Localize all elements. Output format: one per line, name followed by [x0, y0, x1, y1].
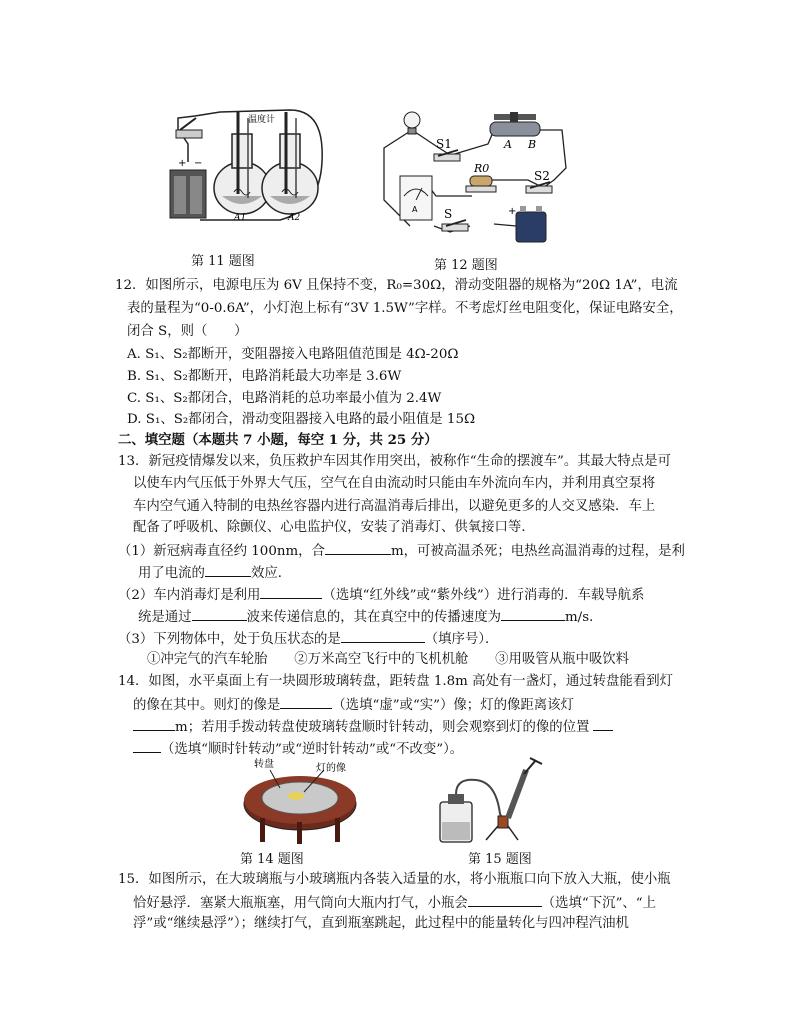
q14-line-2-text-b: （选填“虚”或“实”）像；灯的像距离该灯 — [332, 698, 574, 713]
q14-line-2 — [133, 694, 574, 716]
q14-line-4 — [133, 738, 463, 760]
section-2-heading: 二、填空题（本题共 7 小题，每空 1 分，共 25 分） — [118, 432, 438, 448]
flask-label-a1: A1 — [234, 213, 247, 223]
figure-14-diagram — [240, 758, 360, 850]
q12-option-a: A. S₁、S₂都断开，变阻器接入电路阻值范围是 4Ω-20Ω — [127, 347, 459, 362]
thermometer-label: 温度计 — [248, 115, 276, 125]
figure-15-diagram — [436, 756, 546, 848]
figure-11-diagram — [160, 108, 330, 228]
q13-part-2-line-2 — [138, 606, 602, 628]
fig14-label-lamp-image: 灯的像 — [316, 763, 346, 774]
q12-line-1: 12．如图所示，电源电压为 6V 且保持不变，R₀=30Ω，滑动变阻器的规格为“20Ω 1A”，电流 — [115, 278, 678, 293]
q13-line-1: 13．新冠疫情爆发以来，负压救护车因其作用突出，被称作“生命的摆渡车”。其最大特点是可 — [118, 454, 671, 469]
q14-line-2-text-a: 的像在其中。则灯的像是 — [133, 698, 281, 713]
q13-p2-text-b: （选填“红外线”或“紫外线”）进行消毒的．车载导航系 — [322, 588, 645, 603]
q12-line-2: 表的量程为“0-0.6A”，小灯泡上标有“3V 1.5W”字样。不考虑灯丝电阻变化，保证电路安全， — [127, 301, 683, 316]
q13-p3-text-b: （填序号）． — [424, 632, 499, 647]
q13-p2-text-a: （2）车内消毒灯是利用 — [118, 588, 261, 603]
flask-label-a2: A2 — [288, 213, 301, 223]
figure-12-diagram — [376, 108, 576, 256]
q13-p1-text-b: m，可被高温杀死；电热丝高温消毒的过程，是利 — [390, 544, 685, 559]
q13-part-3-line — [118, 628, 498, 650]
svg-text:+: + — [508, 206, 517, 217]
q14-blank-2[interactable] — [133, 716, 175, 731]
svg-text:−: − — [194, 158, 203, 169]
q13-p1-text-d: 效应． — [250, 566, 292, 581]
q12-option-d: D. S₁、S₂都闭合，滑动变阻器接入电路的最小阻值是 15Ω — [127, 412, 476, 427]
q13-p2-text-c: 统是通过 — [138, 610, 192, 625]
q13-p2-blank-1[interactable] — [260, 584, 322, 599]
svg-text:A: A — [412, 205, 418, 214]
q14-blank-3-continued[interactable] — [133, 738, 161, 753]
q14-blank-1[interactable] — [280, 694, 332, 709]
q13-p3-options: ①冲完气的汽车轮胎 ②万米高空飞行中的飞机机舱 ③用吸管从瓶中吸饮料 — [147, 652, 630, 667]
q15-line-2 — [133, 892, 656, 914]
q13-line-2: 以使车内气压低于外界大气压，空气在自由流动时只能由车外流向车内，并利用真空泵将 — [133, 476, 656, 491]
figure-12-caption: 第 12 题图 — [434, 258, 498, 273]
rheostat-label-a: A — [504, 138, 512, 151]
q13-p1-blank-1[interactable] — [325, 540, 391, 555]
resistor-label-r0: R0 — [474, 162, 490, 175]
q13-part-2-line — [118, 584, 644, 606]
q15-line-1: 15．如图所示，在大玻璃瓶与小玻璃瓶内各装入适量的水，将小瓶瓶口向下放入大瓶，使小瓶 — [118, 872, 671, 887]
figure-14-caption: 第 14 题图 — [240, 852, 304, 867]
q12-option-c: C. S₁、S₂都闭合，电路消耗的总功率最小值为 2.4W — [127, 391, 442, 406]
rheostat-label-b: B — [528, 138, 537, 151]
q13-p2-blank-2[interactable] — [192, 606, 247, 621]
q13-line-3: 车内空气通入特制的电热丝容器内进行高温消毒后排出，以避免更多的人交叉感染．车上 — [133, 499, 656, 514]
q15-line-2-text-a: 恰好悬浮．塞紧大瓶瓶塞，用气筒向大瓶内打气，小瓶会 — [133, 896, 468, 911]
q13-part-1-line — [118, 540, 685, 562]
q13-p3-text-a: （3）下列物体中，处于负压状态的是 — [118, 632, 341, 647]
q13-line-4: 配备了呼吸机、除颤仪、心电监护仪，安装了消毒灯、供氧接口等． — [133, 520, 535, 535]
q13-p1-text-a: （1）新冠病毒直径约 100nm，合 — [118, 544, 325, 559]
q13-part-1-line-2 — [138, 562, 291, 584]
q14-line-3 — [133, 716, 613, 738]
q12-line-3: 闭合 S，则（ ） — [127, 324, 248, 339]
svg-text:+: + — [178, 158, 187, 169]
fig14-label-turntable: 转盘 — [254, 759, 274, 770]
switch-label-s1: S1 — [436, 137, 452, 151]
q14-blank-3[interactable] — [593, 716, 613, 731]
figure-11-caption: 第 11 题图 — [191, 254, 255, 269]
q13-p2-text-d: 波来传递信息的，其在真空中的传播速度为 — [246, 610, 501, 625]
q14-line-3-text-a: m；若用手拨动转盘使玻璃转盘顺时针转动，则会观察到灯的像的位置 — [175, 720, 590, 735]
q12-option-b: B. S₁、S₂都断开，电路消耗最大功率是 3.6W — [127, 369, 402, 384]
q15-line-2-text-b: （选填“下沉”、“上 — [541, 896, 657, 911]
switch-label-s2: S2 — [534, 169, 550, 183]
q13-p1-blank-2[interactable] — [205, 562, 251, 577]
q15-blank-1[interactable] — [468, 892, 542, 907]
q14-line-1: 14．如图，水平桌面上有一块圆形玻璃转盘，距转盘 1.8m 高处有一盏灯，通过转盘能看到灯 — [118, 674, 673, 689]
q13-p2-blank-3[interactable] — [501, 606, 565, 621]
q13-p2-text-e: m/s． — [564, 610, 603, 625]
figure-15-caption: 第 15 题图 — [468, 852, 532, 867]
switch-label-s: S — [444, 207, 453, 221]
q13-p3-blank[interactable] — [341, 628, 425, 643]
q15-line-3: 浮”或“继续悬浮”）；继续打气，直到瓶塞跳起，此过程中的能量转化与四冲程汽油机 — [133, 916, 629, 931]
q14-line-4-text-b: （选填“顺时针转动”或“逆时针转动”或“不改变”）。 — [161, 742, 464, 757]
q13-p1-text-c: 用了电流的 — [138, 566, 205, 581]
